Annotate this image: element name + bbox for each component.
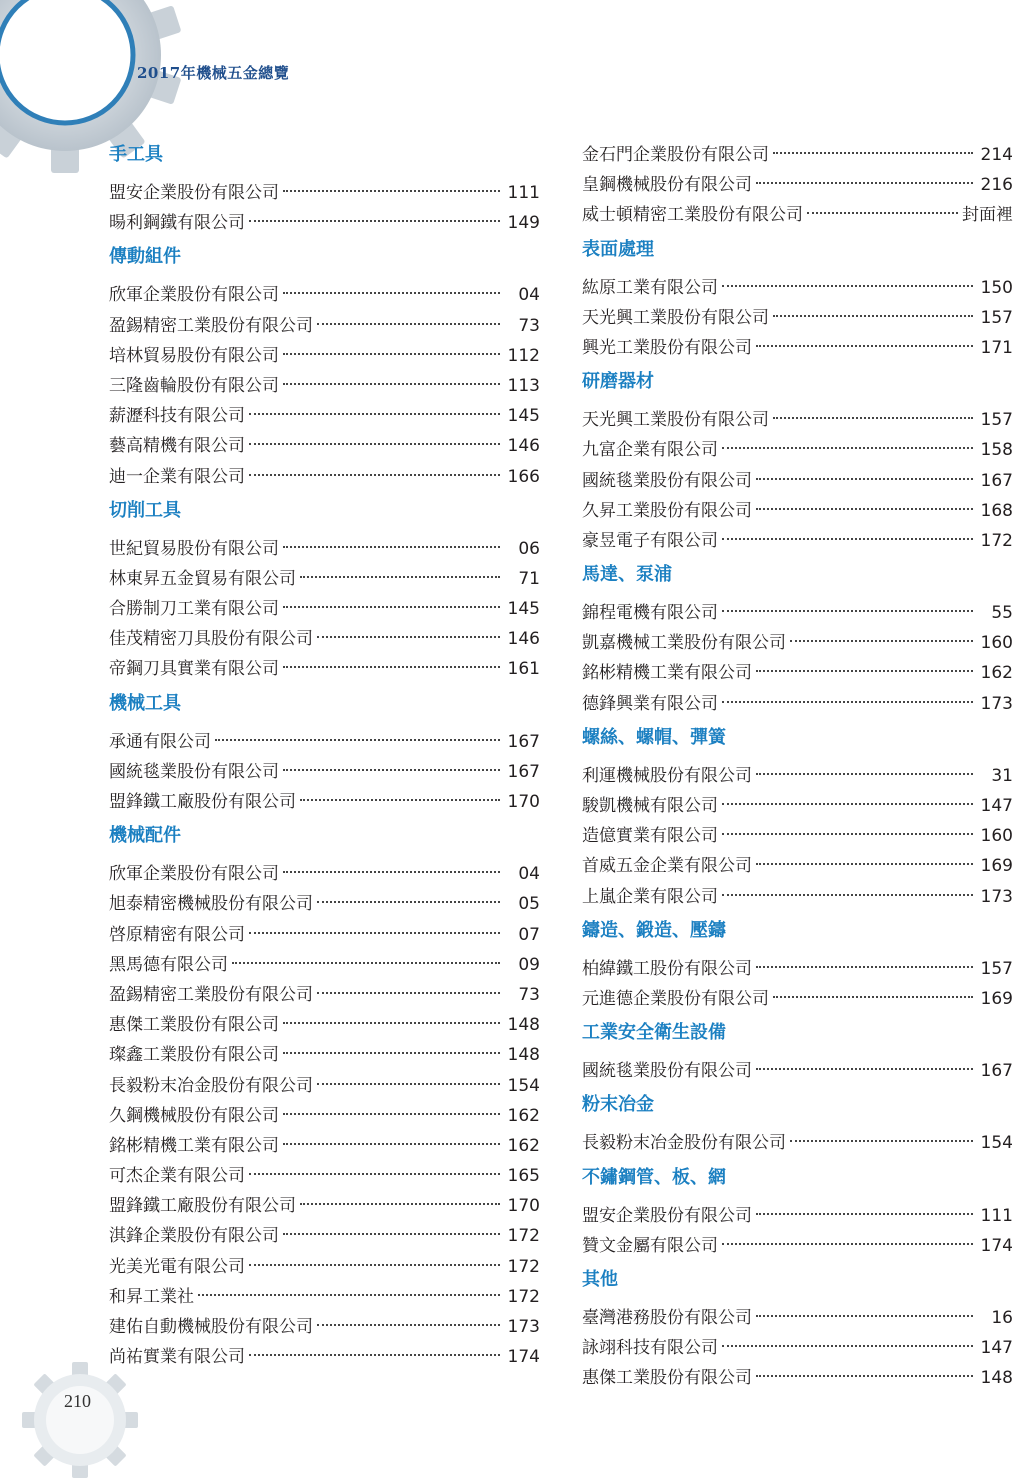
page-reference: 148 <box>507 1015 540 1036</box>
index-entry <box>109 311 540 341</box>
page-reference: 174 <box>507 1347 540 1368</box>
index-entry <box>582 1333 1013 1363</box>
page-reference: 147 <box>980 1338 1013 1359</box>
index-entry <box>109 401 540 431</box>
index-entry <box>109 787 540 817</box>
page-reference: 171 <box>980 337 1013 358</box>
page-reference: 16 <box>991 1307 1013 1328</box>
index-entry <box>582 200 1013 230</box>
page-reference: 148 <box>980 1368 1013 1389</box>
page-reference: 封面裡 <box>962 205 1013 226</box>
page-reference: 172 <box>507 1226 540 1247</box>
category-heading: 研磨器材 <box>582 371 654 393</box>
index-entry <box>109 371 540 401</box>
index-entry <box>109 178 540 208</box>
company-name: 九富企業有限公司 <box>582 440 718 461</box>
index-entry <box>582 954 1013 984</box>
dot-leader <box>249 413 500 415</box>
index-column-left <box>109 140 540 1372</box>
index-entry <box>582 170 1013 200</box>
page-reference: 172 <box>980 530 1013 551</box>
company-name: 國統毯業股份有限公司 <box>582 470 752 491</box>
index-entry <box>582 435 1013 465</box>
index-entry <box>109 727 540 757</box>
company-name: 皇鋼機械股份有限公司 <box>582 175 752 196</box>
index-entry <box>109 950 540 980</box>
index-entry <box>109 1342 540 1372</box>
page-reference: 173 <box>507 1317 540 1337</box>
page-reference: 170 <box>507 792 540 812</box>
dot-leader <box>283 871 500 873</box>
page-reference: 157 <box>980 410 1013 431</box>
company-name: 林東昇五金貿易有限公司 <box>109 568 296 589</box>
dot-leader <box>317 1324 500 1326</box>
index-entry <box>109 1221 540 1251</box>
dot-leader <box>317 636 500 638</box>
index-entry <box>582 526 1013 556</box>
index-entry <box>582 791 1013 821</box>
category-heading: 手工具 <box>109 144 163 165</box>
dot-leader <box>317 1083 500 1085</box>
index-entry <box>582 1303 1013 1333</box>
page-reference: 160 <box>980 633 1013 654</box>
page-reference: 166 <box>507 466 540 487</box>
company-name: 惠傑工業股份有限公司 <box>109 1015 279 1036</box>
dot-leader <box>773 996 973 998</box>
page-number: 210 <box>64 1391 91 1411</box>
index-entry <box>109 431 540 461</box>
company-name: 和昇工業社 <box>109 1286 194 1307</box>
index-entry <box>582 1128 1013 1158</box>
dot-leader <box>756 508 973 510</box>
page-reference: 172 <box>507 1256 540 1277</box>
index-entry <box>109 1161 540 1191</box>
index-entry <box>582 1363 1013 1393</box>
index-entry <box>109 859 540 889</box>
category-heading: 其他 <box>582 1268 618 1290</box>
dot-leader <box>249 443 500 445</box>
index-entry <box>109 980 540 1010</box>
dot-leader <box>756 1213 973 1215</box>
index-entry <box>582 405 1013 435</box>
dot-leader <box>807 212 958 214</box>
dot-leader <box>300 1203 500 1205</box>
page-reference: 150 <box>980 277 1013 298</box>
company-name: 銘彬精機工業有限公司 <box>109 1135 279 1156</box>
index-entry <box>582 1056 1013 1086</box>
page-reference: 168 <box>980 500 1013 521</box>
index-entry <box>109 654 540 684</box>
dot-leader <box>283 1052 500 1054</box>
page-reference: 173 <box>980 693 1013 714</box>
page-reference: 07 <box>518 924 540 945</box>
company-name: 長毅粉末冶金股份有限公司 <box>109 1075 313 1096</box>
category-heading: 傳動組件 <box>109 246 181 268</box>
dot-leader <box>249 1173 500 1175</box>
index-entry <box>109 1131 540 1161</box>
category-heading: 切削工具 <box>109 499 181 521</box>
company-name: 興光工業股份有限公司 <box>582 337 752 358</box>
dot-leader <box>722 701 973 703</box>
company-name: 合勝制刀工業有限公司 <box>109 599 279 620</box>
company-name: 威士頓精密工業股份有限公司 <box>582 205 803 226</box>
page-reference: 154 <box>980 1133 1013 1154</box>
company-name: 光美光電有限公司 <box>109 1256 245 1277</box>
company-name: 尚祐實業有限公司 <box>109 1347 245 1368</box>
dot-leader <box>722 1345 973 1347</box>
category-heading: 機械工具 <box>109 692 181 714</box>
page-reference: 165 <box>507 1166 540 1187</box>
page-reference: 04 <box>518 285 540 306</box>
page-reference: 169 <box>980 856 1013 877</box>
page-reference: 157 <box>980 307 1013 328</box>
page-reference: 216 <box>980 175 1013 196</box>
company-name: 天光興工業股份有限公司 <box>582 410 769 431</box>
dot-leader <box>722 610 973 612</box>
dot-leader <box>317 901 500 903</box>
page-reference: 111 <box>507 183 540 203</box>
dot-leader <box>722 833 973 835</box>
page-reference: 113 <box>507 375 540 396</box>
page-reference: 169 <box>980 988 1013 1009</box>
company-name: 盟鋒鐵工廠股份有限公司 <box>109 792 296 812</box>
company-name: 德鋒興業有限公司 <box>582 693 718 714</box>
dot-leader <box>790 640 973 642</box>
company-name: 淇鋒企業股份有限公司 <box>109 1226 279 1247</box>
page-reference: 167 <box>507 761 540 782</box>
company-name: 柏緯鐵工股份有限公司 <box>582 958 752 979</box>
index-entry <box>582 466 1013 496</box>
company-name: 詠翊科技有限公司 <box>582 1338 718 1359</box>
company-name: 利運機械股份有限公司 <box>582 765 752 786</box>
dot-leader <box>215 739 500 741</box>
company-name: 可杰企業有限公司 <box>109 1166 245 1187</box>
category-heading: 鑄造、鍛造、壓鑄 <box>582 919 726 941</box>
company-name: 紘原工業有限公司 <box>582 277 718 298</box>
index-entry <box>582 658 1013 688</box>
page-reference: 111 <box>980 1205 1013 1226</box>
company-name: 國統毯業股份有限公司 <box>582 1061 752 1082</box>
dot-leader <box>249 1354 500 1356</box>
dot-leader <box>300 576 500 578</box>
dot-leader <box>756 773 973 775</box>
company-name: 贊文金屬有限公司 <box>582 1235 718 1256</box>
page-reference: 148 <box>507 1045 540 1066</box>
dot-leader <box>283 1113 500 1115</box>
dot-leader <box>722 538 973 540</box>
dot-leader <box>283 1233 500 1235</box>
page-reference: 146 <box>507 629 540 650</box>
company-name: 豪昱電子有限公司 <box>582 530 718 551</box>
company-name: 欣軍企業股份有限公司 <box>109 285 279 306</box>
category-heading: 工業安全衛生設備 <box>582 1022 726 1044</box>
company-name: 盈錫精密工業股份有限公司 <box>109 984 313 1005</box>
dot-leader <box>283 292 500 294</box>
company-name: 璨鑫工業股份有限公司 <box>109 1045 279 1066</box>
index-entry <box>109 1010 540 1040</box>
dot-leader <box>249 1264 500 1266</box>
dot-leader <box>283 546 500 548</box>
dot-leader <box>756 670 973 672</box>
index-entry <box>109 1040 540 1070</box>
company-name: 迪一企業有限公司 <box>109 466 245 487</box>
page-reference: 157 <box>980 958 1013 979</box>
company-name: 旭泰精密機械股份有限公司 <box>109 894 313 915</box>
index-entry <box>109 1252 540 1282</box>
gear-decoration-bottom-icon <box>20 1360 140 1480</box>
company-name: 盟安企業股份有限公司 <box>582 1205 752 1226</box>
company-name: 長毅粉末冶金股份有限公司 <box>582 1133 786 1154</box>
dot-leader <box>300 799 500 801</box>
dot-leader <box>249 932 500 934</box>
dot-leader <box>283 1143 500 1145</box>
page-reference: 145 <box>507 406 540 427</box>
index-entry <box>109 534 540 564</box>
company-name: 造億實業有限公司 <box>582 826 718 847</box>
index-entry <box>109 208 540 238</box>
index-entry <box>109 462 540 492</box>
index-entry <box>109 341 540 371</box>
company-name: 惠傑工業股份有限公司 <box>582 1368 752 1389</box>
index-entry <box>109 1282 540 1312</box>
index-entry <box>582 761 1013 791</box>
company-name: 藝高精機有限公司 <box>109 436 245 457</box>
index-entry <box>582 140 1013 170</box>
dot-leader <box>249 474 500 476</box>
dot-leader <box>722 447 973 449</box>
dot-leader <box>756 863 973 865</box>
dot-leader <box>283 666 500 668</box>
index-entry <box>109 757 540 787</box>
index-entry <box>109 1071 540 1101</box>
dot-leader <box>232 962 500 964</box>
page-reference: 174 <box>980 1235 1013 1256</box>
index-entry <box>582 628 1013 658</box>
company-name: 建佑自動機械股份有限公司 <box>109 1317 313 1337</box>
index-entry <box>582 303 1013 333</box>
page-reference: 170 <box>507 1196 540 1217</box>
page-reference: 162 <box>980 663 1013 684</box>
index-entry <box>109 1101 540 1131</box>
company-name: 久昇工業股份有限公司 <box>582 500 752 521</box>
page-reference: 31 <box>991 765 1013 786</box>
dot-leader <box>773 417 973 419</box>
company-name: 帝鋼刀具實業有限公司 <box>109 659 279 680</box>
dot-leader <box>283 606 500 608</box>
dot-leader <box>317 992 500 994</box>
dot-leader <box>722 285 973 287</box>
company-name: 元進德企業股份有限公司 <box>582 988 769 1009</box>
index-entry <box>109 564 540 594</box>
page-reference: 167 <box>980 470 1013 491</box>
index-entry <box>109 889 540 919</box>
dot-leader <box>249 220 500 222</box>
company-name: 盈錫精密工業股份有限公司 <box>109 315 313 336</box>
index-entry <box>582 689 1013 719</box>
index-entry <box>109 624 540 654</box>
page-reference: 149 <box>507 213 540 234</box>
dot-leader <box>756 1068 973 1070</box>
category-heading: 螺絲、螺帽、彈簧 <box>582 726 726 748</box>
dot-leader <box>756 182 973 184</box>
page-reference: 161 <box>507 659 540 680</box>
company-name: 凱嘉機械工業股份有限公司 <box>582 633 786 654</box>
page-reference: 73 <box>518 315 540 336</box>
company-name: 久鋼機械股份有限公司 <box>109 1105 279 1126</box>
dot-leader <box>756 478 973 480</box>
page-reference: 173 <box>980 886 1013 907</box>
page-reference: 160 <box>980 826 1013 847</box>
company-name: 黑馬德有限公司 <box>109 954 228 975</box>
index-entry <box>582 273 1013 303</box>
dot-leader <box>773 315 973 317</box>
company-name: 金石門企業股份有限公司 <box>582 145 769 165</box>
dot-leader <box>198 1294 500 1296</box>
company-name: 盟安企業股份有限公司 <box>109 183 279 203</box>
page-reference: 167 <box>980 1061 1013 1082</box>
index-entry <box>582 882 1013 912</box>
category-heading: 馬達、泵浦 <box>582 564 672 586</box>
company-name: 薪瀝科技有限公司 <box>109 406 245 427</box>
dot-leader <box>790 1140 973 1142</box>
category-heading: 機械配件 <box>109 825 181 847</box>
dot-leader <box>283 769 500 771</box>
company-name: 駿凱機械有限公司 <box>582 796 718 816</box>
page-reference: 162 <box>507 1135 540 1156</box>
page-reference: 147 <box>980 796 1013 816</box>
page-reference: 71 <box>518 568 540 589</box>
company-name: 臺灣港務股份有限公司 <box>582 1307 752 1328</box>
company-name: 世紀貿易股份有限公司 <box>109 538 279 559</box>
page-reference: 214 <box>980 145 1013 165</box>
page-reference: 167 <box>507 731 540 752</box>
page-reference: 06 <box>518 538 540 559</box>
dot-leader <box>756 345 973 347</box>
page-reference: 172 <box>507 1286 540 1307</box>
page-reference: 09 <box>518 954 540 975</box>
dot-leader <box>722 1243 973 1245</box>
company-name: 盟鋒鐵工廠股份有限公司 <box>109 1196 296 1217</box>
company-name: 佳茂精密刀具股份有限公司 <box>109 629 313 650</box>
dot-leader <box>722 803 973 805</box>
index-column-right <box>582 140 1013 1393</box>
page-reference: 112 <box>507 345 540 366</box>
index-entry <box>582 1231 1013 1261</box>
dot-leader <box>756 1315 973 1317</box>
company-name: 欣軍企業股份有限公司 <box>109 864 279 885</box>
company-name: 三隆齒輪股份有限公司 <box>109 375 279 396</box>
page-reference: 162 <box>507 1105 540 1126</box>
company-name: 首威五金企業有限公司 <box>582 856 752 877</box>
company-name: 培林貿易股份有限公司 <box>109 345 279 366</box>
page-reference: 145 <box>507 599 540 620</box>
index-entry <box>582 496 1013 526</box>
index-entry <box>582 333 1013 363</box>
page-reference: 04 <box>518 864 540 885</box>
company-name: 承通有限公司 <box>109 731 211 752</box>
index-entry <box>109 1191 540 1221</box>
category-heading: 粉末冶金 <box>582 1094 654 1116</box>
index-entry <box>582 598 1013 628</box>
index-entry <box>109 280 540 310</box>
page-reference: 05 <box>518 894 540 915</box>
dot-leader <box>756 966 973 968</box>
index-entry <box>109 1312 540 1342</box>
page-reference: 154 <box>507 1075 540 1096</box>
company-name: 錦程電機有限公司 <box>582 603 718 624</box>
company-name: 暘利鋼鐵有限公司 <box>109 213 245 234</box>
company-name: 天光興工業股份有限公司 <box>582 307 769 328</box>
category-heading: 表面處理 <box>582 238 654 260</box>
dot-leader <box>283 190 500 192</box>
index-entry <box>582 1201 1013 1231</box>
dot-leader <box>722 894 973 896</box>
category-heading: 不鏽鋼管、板、網 <box>582 1166 726 1188</box>
index-entry <box>582 851 1013 881</box>
index-entry <box>109 594 540 624</box>
page-header-title: 2017年機械五金總覽 <box>137 64 290 82</box>
dot-leader <box>283 353 500 355</box>
company-name: 上嵐企業有限公司 <box>582 886 718 907</box>
dot-leader <box>773 152 973 154</box>
page-reference: 158 <box>980 440 1013 461</box>
company-name: 國統毯業股份有限公司 <box>109 761 279 782</box>
page-reference: 73 <box>518 984 540 1005</box>
index-entry <box>582 984 1013 1014</box>
company-name: 銘彬精機工業有限公司 <box>582 663 752 684</box>
page-reference: 146 <box>507 436 540 457</box>
company-name: 啓原精密有限公司 <box>109 924 245 945</box>
index-entry <box>582 821 1013 851</box>
index-entry <box>109 920 540 950</box>
dot-leader <box>317 323 500 325</box>
dot-leader <box>283 383 500 385</box>
dot-leader <box>756 1375 973 1377</box>
page-reference: 55 <box>991 603 1013 624</box>
dot-leader <box>283 1022 500 1024</box>
